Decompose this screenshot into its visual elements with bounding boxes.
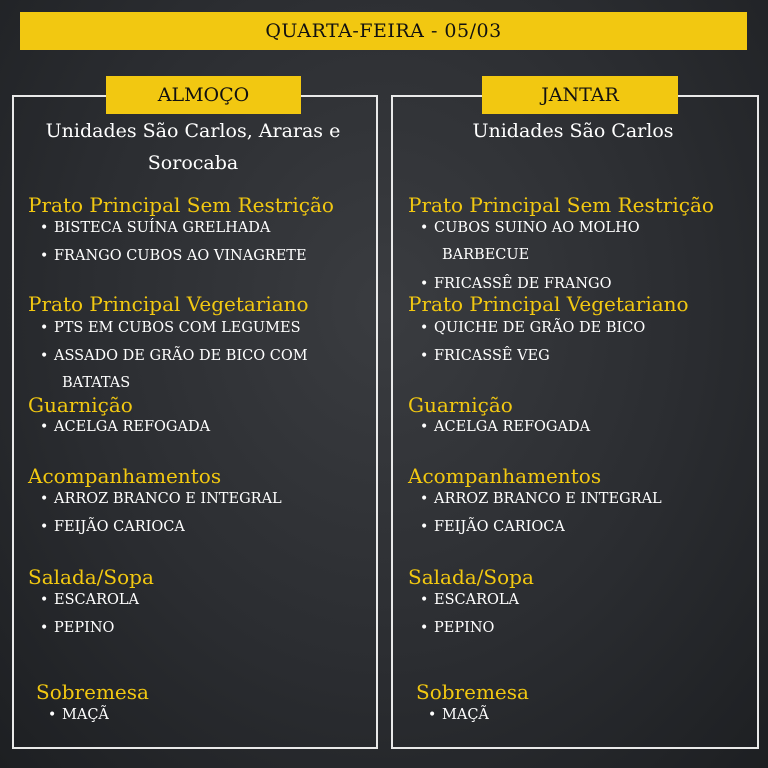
dinner-heading-acompanhamentos: Acompanhamentos xyxy=(408,464,602,488)
bullet-icon: • xyxy=(48,707,57,723)
lunch-heading-guarnicao: Guarnição xyxy=(28,393,133,417)
dinner-heading-guarnicao: Guarnição xyxy=(408,393,513,417)
list-item: • FEIJÃO CARIOCA xyxy=(420,519,565,535)
list-item-continued: BARBECUE xyxy=(442,247,530,263)
bullet-icon: • xyxy=(420,491,429,507)
list-item: • ACELGA REFOGADA xyxy=(420,419,591,435)
bullet-icon: • xyxy=(40,491,49,507)
list-item: • FEIJÃO CARIOCA xyxy=(40,519,185,535)
list-item: • ARROZ BRANCO E INTEGRAL xyxy=(40,491,282,507)
lunch-heading-sobremesa: Sobremesa xyxy=(36,680,149,704)
dinner-heading-principal: Prato Principal Sem Restrição xyxy=(408,193,714,217)
dinner-heading-vegetariano: Prato Principal Vegetariano xyxy=(408,292,689,316)
list-item: • BISTECA SUÍNA GRELHADA xyxy=(40,220,271,236)
bullet-icon: • xyxy=(420,320,429,336)
bullet-icon: • xyxy=(40,348,49,364)
list-item: • ACELGA REFOGADA xyxy=(40,419,211,435)
bullet-icon: • xyxy=(420,592,429,608)
bullet-icon: • xyxy=(420,276,429,292)
lunch-units: Unidades São Carlos, Araras e Sorocaba xyxy=(45,120,341,174)
list-item: • MAÇÃ xyxy=(48,707,109,723)
list-item: • ASSADO DE GRÃO DE BICO COM xyxy=(40,348,308,364)
dinner-heading-salada: Salada/Sopa xyxy=(408,565,534,589)
lunch-tab-label: ALMOÇO xyxy=(106,76,301,114)
lunch-heading-vegetariano: Prato Principal Vegetariano xyxy=(28,292,309,316)
list-item: • FRICASSÊ VEG xyxy=(420,348,550,364)
bullet-icon: • xyxy=(420,220,429,236)
list-item: • FRANGO CUBOS AO VINAGRETE xyxy=(40,248,307,264)
bullet-icon: • xyxy=(40,248,49,264)
lunch-heading-principal: Prato Principal Sem Restrição xyxy=(28,193,334,217)
date-title: QUARTA-FEIRA - 05/03 xyxy=(265,20,502,42)
bullet-icon: • xyxy=(420,348,429,364)
list-item: • ESCAROLA xyxy=(40,592,139,608)
dinner-units: Unidades São Carlos xyxy=(472,120,674,142)
bullet-icon: • xyxy=(40,620,49,636)
list-item: • FRICASSÊ DE FRANGO xyxy=(420,276,612,292)
bullet-icon: • xyxy=(40,592,49,608)
list-item-continued: BATATAS xyxy=(62,375,131,391)
bullet-icon: • xyxy=(420,519,429,535)
bullet-icon: • xyxy=(420,620,429,636)
list-item: • ESCAROLA xyxy=(420,592,519,608)
lunch-heading-acompanhamentos: Acompanhamentos xyxy=(28,464,222,488)
list-item: • MAÇÃ xyxy=(428,707,489,723)
list-item: • ARROZ BRANCO E INTEGRAL xyxy=(420,491,662,507)
list-item: • CUBOS SUINO AO MOLHO xyxy=(420,220,640,236)
dinner-heading-sobremesa: Sobremesa xyxy=(416,680,529,704)
list-item: • QUICHE DE GRÃO DE BICO xyxy=(420,320,646,336)
bullet-icon: • xyxy=(40,419,49,435)
bullet-icon: • xyxy=(420,419,429,435)
dinner-tab-label: JANTAR xyxy=(482,76,678,114)
list-item: • PEPINO xyxy=(40,620,115,636)
bullet-icon: • xyxy=(40,320,49,336)
list-item: • PTS EM CUBOS COM LEGUMES xyxy=(40,320,301,336)
list-item: • PEPINO xyxy=(420,620,495,636)
date-title-bar xyxy=(20,12,747,50)
bullet-icon: • xyxy=(40,220,49,236)
lunch-heading-salada: Salada/Sopa xyxy=(28,565,154,589)
bullet-icon: • xyxy=(40,519,49,535)
bullet-icon: • xyxy=(428,707,437,723)
